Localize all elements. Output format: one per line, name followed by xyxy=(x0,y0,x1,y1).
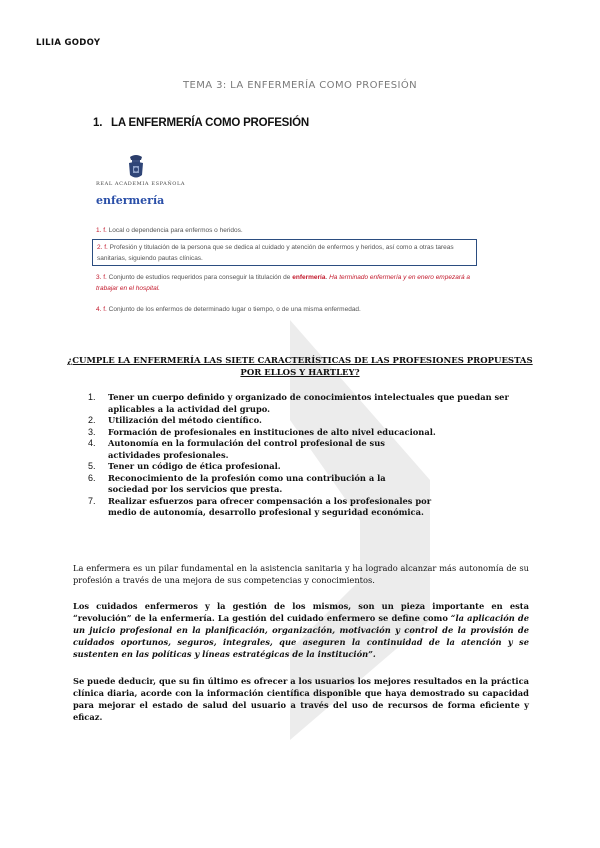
definition-text: Conjunto de los enfermos de determinado lugar o tiempo, o de una misma enfermedad. xyxy=(108,306,361,313)
list-item: 5. Tener un código de ética profesional. xyxy=(88,461,281,471)
section-title: LA ENFERMERÍA COMO PROFESIÓN xyxy=(111,117,309,129)
list-item: 3. Formación de profesionales en instituciones de alto nivel educacional. xyxy=(88,426,436,437)
definition-number: 3. f. xyxy=(96,274,107,281)
paragraph-2-text: Los cuidados enfermeros y la gestión de los mismos, son un pieza importante en esta “revolución” de la enfermería. La gestión del cuidado enfermero se define como xyxy=(73,601,529,623)
list-item: 2. Utilización del método científico. xyxy=(88,415,262,425)
list-item: 7. Realizar esfuerzos para ofrecer compensación a los profesionales por medio de autonomía, desarrollo profesional y seguridad económica. xyxy=(88,495,432,517)
definition-text: Conjunto de estudios requeridos para conseguir la titulación de xyxy=(108,274,291,281)
paragraph-2-quote: “la aplicación de un juicio profesional en la planificación, organización, motivación y control de la provisión de cuidados oportunos, seguros, integrales, que aseguren la continuidad de la atención y se sustenten en las políticas y líneas estratégicas de la institución”. xyxy=(73,613,529,659)
section-heading xyxy=(93,117,309,129)
paragraph-3: Se puede deducir, que su fin último es ofrecer a los usuarios los mejores resultados en la práctica clínica diaria, acorde con la información científica disponible que haya demostrado su capacidad para mejorar el estado de salud del usuario a través del uso de recursos de forma eficiente y eficaz. xyxy=(73,676,529,722)
rae-crest-icon xyxy=(121,153,151,181)
definition-keyword: enfermería xyxy=(292,274,326,281)
definition-example: Ha terminado enfermería y en enero empezará a trabajar en el hospital. xyxy=(96,274,471,292)
list-item: 4. Autonomía en la formulación del control profesional de sus actividades profesionales. xyxy=(88,438,385,460)
definition-number: 4. f. xyxy=(96,306,107,313)
list-item: 6. Reconocimiento de la profesión como una contribución a la sociedad por los servicios que presta. xyxy=(88,472,386,494)
definition-2-highlighted xyxy=(92,239,477,266)
definition-number: 1. f. xyxy=(96,227,107,234)
definition-number: 2. f. xyxy=(97,244,108,251)
characteristics-list xyxy=(88,392,528,519)
rae-institution: REAL ACADEMIA ESPAÑOLA xyxy=(96,181,186,187)
definition-text: Profesión y titulación de la persona que se dedica al cuidado y atención de enfermos y heridos, así como a otras tareas sanitarias, siguiendo pautas clínicas. xyxy=(97,244,454,262)
document-topic: TEMA 3: LA ENFERMERÍA COMO PROFESIÓN xyxy=(183,80,417,91)
paragraph-1: La enfermera es un pilar fundamental en la asistencia sanitaria y ha logrado alcanzar más autonomía de su profesión a través de una mejora de sus competencias y conocimientos. xyxy=(73,563,529,585)
definition-4 xyxy=(96,304,476,315)
author-name: LILIA GODOY xyxy=(36,38,101,48)
definition-text: Local o dependencia para enfermos o heridos. xyxy=(108,227,243,234)
dictionary-entry-word: enfermería xyxy=(96,194,165,207)
definition-1 xyxy=(96,225,476,236)
section-number: 1. xyxy=(93,117,103,129)
definition-3: 3. f. Conjunto de estudios requeridos para conseguir la titulación de enfermería. Ha terminado enfermería y en enero empezará a trabajar en el hospital. xyxy=(96,274,471,292)
paragraph-2 xyxy=(73,600,529,660)
list-item: 1. Tener un cuerpo definido y organizado de conocimientos intelectuales que puedan ser aplicables a la actividad del grupo. xyxy=(88,392,509,414)
question-heading: ¿CUMPLE LA ENFERMERÍA LAS SIETE CARACTERÍSTICAS DE LAS PROFESIONES PROPUESTAS POR ELLOS Y HARTLEY? xyxy=(67,356,533,378)
